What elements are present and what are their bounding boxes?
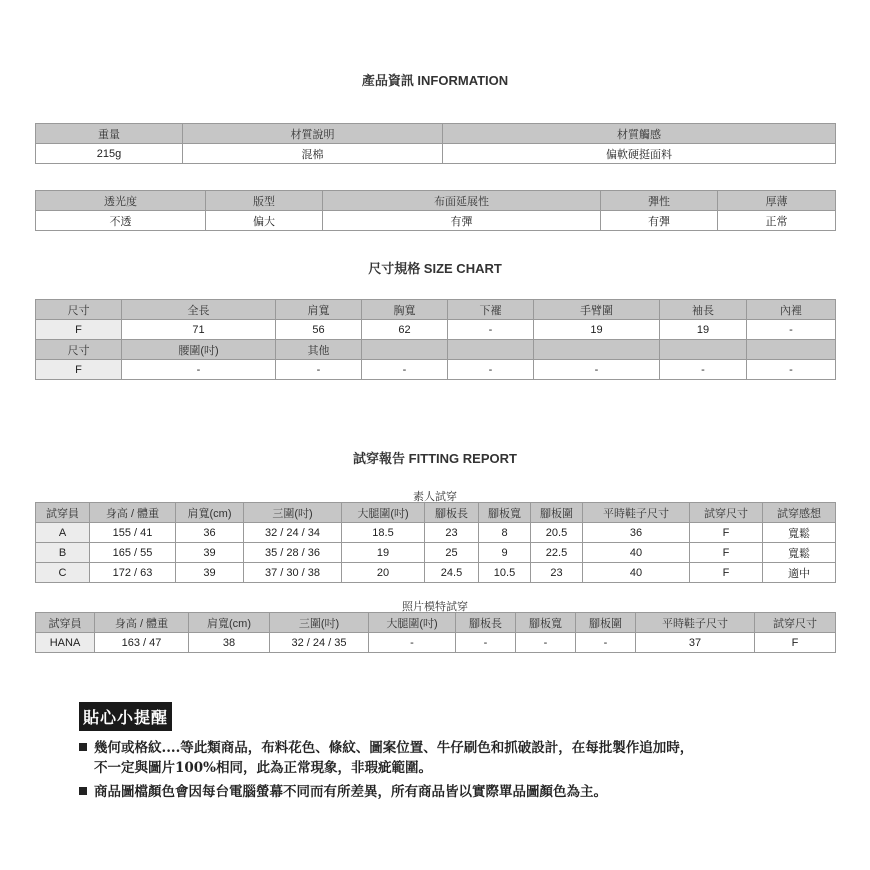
fitting-header: 腳板寬 bbox=[479, 503, 531, 523]
model-caption: 照片模特試穿 bbox=[402, 601, 468, 613]
size-header: 手臂圍 bbox=[534, 300, 660, 320]
fitting-cell: F bbox=[690, 523, 763, 543]
header-stretch: 布面延展性 bbox=[323, 191, 601, 211]
fitting-header: 平時鞋子尺寸 bbox=[583, 503, 690, 523]
size-header: 內裡 bbox=[747, 300, 836, 320]
model-header-row bbox=[36, 613, 836, 633]
fitting-header: 腳板長 bbox=[425, 503, 479, 523]
fitting-header: 肩寬(cm) bbox=[176, 503, 244, 523]
value-thickness: 正常 bbox=[718, 211, 836, 231]
notice-item-1 bbox=[79, 738, 693, 778]
fitting-cell: 40 bbox=[583, 563, 690, 583]
amateur-caption: 素人試穿 bbox=[413, 491, 457, 503]
fitting-cell: - bbox=[369, 633, 456, 653]
fitting-cell: 163 / 47 bbox=[95, 633, 189, 653]
value-elasticity: 有彈 bbox=[601, 211, 718, 231]
fitting-cell: 155 / 41 bbox=[90, 523, 176, 543]
fitting-cell: HANA bbox=[36, 633, 95, 653]
fitting-cell: A bbox=[36, 523, 90, 543]
size-cell: - bbox=[534, 360, 660, 380]
fitting-header: 大腿圍(吋) bbox=[342, 503, 425, 523]
fitting-cell: 39 bbox=[176, 543, 244, 563]
fitting-cell: 22.5 bbox=[531, 543, 583, 563]
fitting-cell: 24.5 bbox=[425, 563, 479, 583]
fitting-cell: 165 / 55 bbox=[90, 543, 176, 563]
value-opacity: 不透 bbox=[36, 211, 206, 231]
header-weight: 重量 bbox=[36, 124, 183, 144]
size-title: 尺寸規格 SIZE CHART bbox=[368, 261, 502, 276]
table-header-row bbox=[36, 124, 836, 144]
size-cell: 71 bbox=[122, 320, 276, 340]
header-texture: 材質觸感 bbox=[443, 124, 836, 144]
info-title: 產品資訊 INFORMATION bbox=[361, 73, 509, 88]
size-header-row bbox=[36, 340, 836, 360]
fitting-header: 身高 / 體重 bbox=[90, 503, 176, 523]
fitting-cell: - bbox=[516, 633, 576, 653]
fitting-cell: 40 bbox=[583, 543, 690, 563]
size-header: 尺寸 bbox=[36, 300, 122, 320]
fitting-cell: 20 bbox=[342, 563, 425, 583]
size-row bbox=[36, 320, 836, 340]
fitting-cell: 8 bbox=[479, 523, 531, 543]
fitting-header: 試穿感想 bbox=[763, 503, 836, 523]
header-elasticity: 彈性 bbox=[601, 191, 718, 211]
table-row bbox=[36, 633, 836, 653]
fitting-cell: - bbox=[576, 633, 636, 653]
fitting-cell: B bbox=[36, 543, 90, 563]
notice-item-2-text: 商品圖檔顏色會因每台電腦螢幕不同而有所差異，所有商品皆以實際單品圖顏色為主。 bbox=[94, 784, 607, 800]
fabric-table bbox=[35, 190, 836, 231]
fitting-cell: 32 / 24 / 35 bbox=[270, 633, 369, 653]
square-bullet-icon bbox=[79, 743, 87, 751]
fitting-cell: F bbox=[755, 633, 836, 653]
size-header: 肩寬 bbox=[276, 300, 362, 320]
header-opacity: 透光度 bbox=[36, 191, 206, 211]
header-thickness: 厚薄 bbox=[718, 191, 836, 211]
size-header bbox=[362, 340, 448, 360]
fitting-cell: 9 bbox=[479, 543, 531, 563]
fitting-header: 三圍(吋) bbox=[244, 503, 342, 523]
size-cell: F bbox=[36, 320, 122, 340]
fitting-cell: 36 bbox=[176, 523, 244, 543]
size-cell: - bbox=[747, 320, 836, 340]
size-header: 袖長 bbox=[660, 300, 747, 320]
material-table bbox=[35, 123, 836, 164]
size-table bbox=[35, 299, 836, 380]
square-bullet-icon bbox=[79, 787, 87, 795]
fitting-cell: F bbox=[690, 543, 763, 563]
fitting-header: 腳板長 bbox=[456, 613, 516, 633]
header-material: 材質說明 bbox=[183, 124, 443, 144]
size-cell: F bbox=[36, 360, 122, 380]
fitting-cell: 37 bbox=[636, 633, 755, 653]
size-cell: - bbox=[448, 360, 534, 380]
fitting-cell: 35 / 28 / 36 bbox=[244, 543, 342, 563]
size-header bbox=[747, 340, 836, 360]
fitting-cell: 適中 bbox=[763, 563, 836, 583]
fitting-cell: 20.5 bbox=[531, 523, 583, 543]
fitting-cell: 18.5 bbox=[342, 523, 425, 543]
amateur-fitting-table bbox=[35, 502, 836, 583]
size-cell: 19 bbox=[534, 320, 660, 340]
fitting-cell: 39 bbox=[176, 563, 244, 583]
size-header: 全長 bbox=[122, 300, 276, 320]
fitting-header: 腳板圍 bbox=[576, 613, 636, 633]
fitting-header: 試穿尺寸 bbox=[755, 613, 836, 633]
table-row bbox=[36, 523, 836, 543]
header-fit: 版型 bbox=[206, 191, 323, 211]
fitting-header: 大腿圍(吋) bbox=[369, 613, 456, 633]
size-row bbox=[36, 360, 836, 380]
size-header bbox=[660, 340, 747, 360]
fitting-cell: 23 bbox=[425, 523, 479, 543]
size-header: 其他 bbox=[276, 340, 362, 360]
fitting-cell: 25 bbox=[425, 543, 479, 563]
size-cell: - bbox=[276, 360, 362, 380]
table-row bbox=[36, 563, 836, 583]
fitting-header: 試穿尺寸 bbox=[690, 503, 763, 523]
fitting-cell: 19 bbox=[342, 543, 425, 563]
size-cell: 56 bbox=[276, 320, 362, 340]
fitting-cell: 37 / 30 / 38 bbox=[244, 563, 342, 583]
fitting-cell: 172 / 63 bbox=[90, 563, 176, 583]
size-header: 腰圍(吋) bbox=[122, 340, 276, 360]
fitting-header: 腳板圍 bbox=[531, 503, 583, 523]
table-header-row bbox=[36, 191, 836, 211]
size-cell: - bbox=[747, 360, 836, 380]
fitting-header: 三圍(吋) bbox=[270, 613, 369, 633]
table-row bbox=[36, 543, 836, 563]
size-cell: - bbox=[122, 360, 276, 380]
amateur-header-row bbox=[36, 503, 836, 523]
fitting-cell: 32 / 24 / 34 bbox=[244, 523, 342, 543]
fitting-header: 肩寬(cm) bbox=[189, 613, 270, 633]
notice-tag: 貼心小提醒 bbox=[79, 702, 172, 731]
value-weight: 215g bbox=[36, 144, 183, 164]
model-fitting-table bbox=[35, 612, 836, 653]
fitting-cell: 寬鬆 bbox=[763, 523, 836, 543]
fitting-cell: 23 bbox=[531, 563, 583, 583]
notice-item-1-line-1: 幾何或格紋....等此類商品，布料花色、條紋、圖案位置、牛仔刷色和抓破設計，在每批製作追加時， bbox=[94, 740, 694, 756]
fitting-cell: F bbox=[690, 563, 763, 583]
size-cell: 62 bbox=[362, 320, 448, 340]
fitting-header: 試穿員 bbox=[36, 613, 95, 633]
value-fit: 偏大 bbox=[206, 211, 323, 231]
fitting-header: 平時鞋子尺寸 bbox=[636, 613, 755, 633]
size-header: 胸寬 bbox=[362, 300, 448, 320]
notice-item-1-line-2: 不一定與圖片100%相同，此為正常現象，非瑕疵範圍。 bbox=[94, 760, 433, 776]
size-header: 尺寸 bbox=[36, 340, 122, 360]
table-row bbox=[36, 211, 836, 231]
size-cell: - bbox=[448, 320, 534, 340]
fitting-cell: 38 bbox=[189, 633, 270, 653]
size-cell: 19 bbox=[660, 320, 747, 340]
size-header bbox=[448, 340, 534, 360]
fitting-cell: - bbox=[456, 633, 516, 653]
fitting-header: 腳板寬 bbox=[516, 613, 576, 633]
size-cell: - bbox=[660, 360, 747, 380]
value-stretch: 有彈 bbox=[323, 211, 601, 231]
fitting-cell: 36 bbox=[583, 523, 690, 543]
fitting-cell: 10.5 bbox=[479, 563, 531, 583]
size-header-row bbox=[36, 300, 836, 320]
fitting-header: 身高 / 體重 bbox=[95, 613, 189, 633]
size-header: 下襬 bbox=[448, 300, 534, 320]
table-row bbox=[36, 144, 836, 164]
value-texture: 偏軟硬挺面料 bbox=[443, 144, 836, 164]
fitting-title: 試穿報告 FITTING REPORT bbox=[353, 451, 517, 466]
size-header bbox=[534, 340, 660, 360]
fitting-cell: 寬鬆 bbox=[763, 543, 836, 563]
fitting-cell: C bbox=[36, 563, 90, 583]
fitting-header: 試穿員 bbox=[36, 503, 90, 523]
notice-item-2 bbox=[79, 782, 607, 802]
size-cell: - bbox=[362, 360, 448, 380]
value-material: 混棉 bbox=[183, 144, 443, 164]
